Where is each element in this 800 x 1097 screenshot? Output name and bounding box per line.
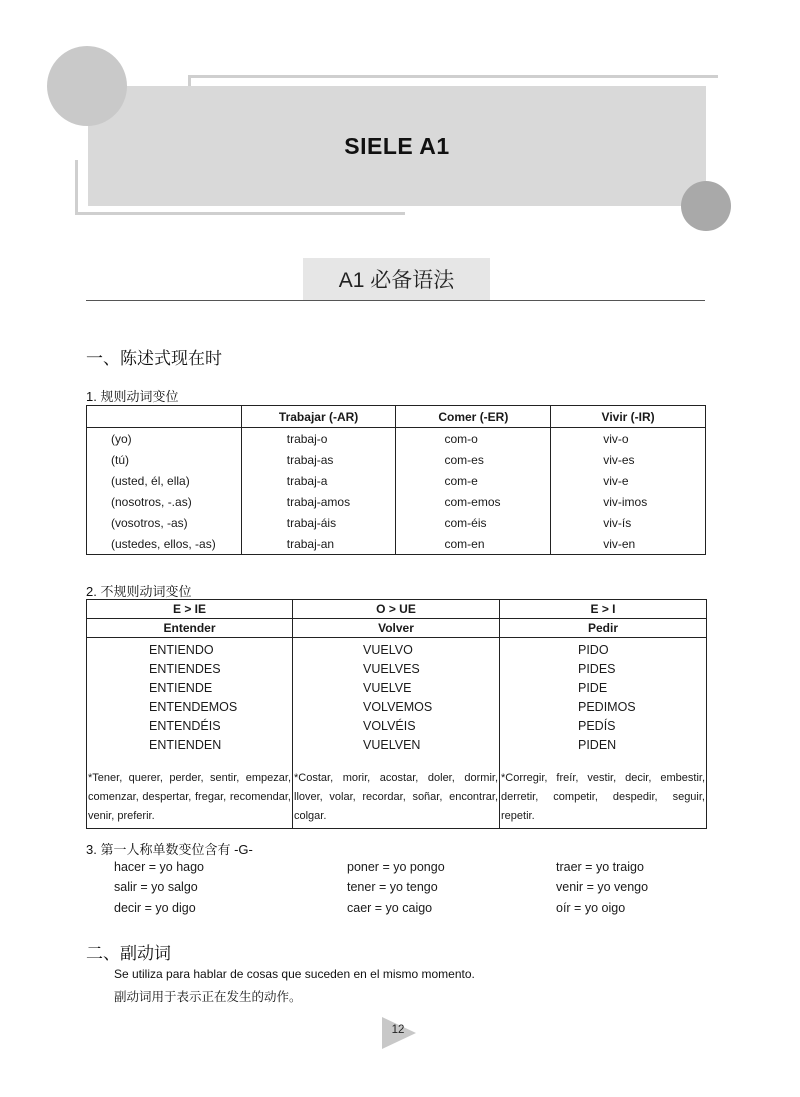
table-cell: com-es	[396, 449, 551, 470]
g-verb: poner = yo pongo	[347, 860, 445, 874]
page-number: 12	[391, 1024, 405, 1036]
table-row	[87, 638, 707, 770]
body-text: 副动词用于表示正在发生的动作。	[114, 990, 302, 1004]
table-cell: (usted, él, ella)	[87, 470, 242, 491]
table-cell: (yo)	[87, 428, 242, 450]
table-header-cell: Comer (-ER)	[396, 406, 551, 428]
table-row	[87, 428, 706, 450]
table-cell: com-emos	[396, 491, 551, 512]
table-cell: (tú)	[87, 449, 242, 470]
verb-form: VUELVE	[363, 681, 412, 695]
verb-form: ENTIENDEN	[149, 738, 222, 752]
subsection-heading: 1. 规则动词变位	[86, 389, 179, 404]
verb-form: PEDIMOS	[578, 700, 636, 714]
table-cell: trabaj-amos	[241, 491, 396, 512]
subsection-heading: 2. 不规则动词变位	[86, 584, 192, 599]
table-row	[87, 491, 706, 512]
g-verb: tener = yo tengo	[347, 880, 438, 894]
table-row	[87, 533, 706, 555]
regular-verbs-table	[86, 405, 706, 555]
g-verb: traer = yo traigo	[556, 860, 644, 874]
verb-form: ENTENDÉIS	[149, 719, 221, 733]
table-header-cell: Pedir	[500, 619, 707, 638]
table-cell: viv-es	[551, 449, 706, 470]
table-row	[87, 512, 706, 533]
g-verb: caer = yo caigo	[347, 901, 433, 915]
table-cell	[500, 638, 707, 770]
page-title: SIELE A1	[344, 132, 450, 159]
g-verb: oír = yo oigo	[556, 901, 626, 915]
verb-form: PIDO	[578, 643, 609, 657]
verb-form: PIDE	[578, 681, 608, 695]
table-cell: viv-e	[551, 470, 706, 491]
verb-form: PIDEN	[578, 738, 617, 752]
verb-form: VUELVO	[363, 643, 413, 657]
table-cell	[293, 638, 500, 770]
verb-form: VOLVÉIS	[363, 719, 416, 733]
table-cell: (vosotros, -as)	[87, 512, 242, 533]
verb-form: ENTIENDES	[149, 662, 221, 676]
table-header-cell: E > I	[500, 600, 707, 619]
header-decor-line	[188, 75, 718, 78]
table-cell: trabaj-áis	[241, 512, 396, 533]
table-cell: trabaj-as	[241, 449, 396, 470]
verb-form: VOLVEMOS	[363, 700, 433, 714]
subsection-heading: 3. 第一人称单数变位含有 -G-	[86, 842, 253, 857]
table-cell: com-e	[396, 470, 551, 491]
table-row	[87, 470, 706, 491]
table-cell: trabaj-a	[241, 470, 396, 491]
header-decor-line	[75, 160, 78, 215]
table-cell: viv-ís	[551, 512, 706, 533]
table-header-cell: Trabajar (-AR)	[241, 406, 396, 428]
verb-form: ENTENDEMOS	[149, 700, 238, 714]
verb-form: ENTIENDO	[149, 643, 214, 657]
body-text: Se utiliza para hablar de cosas que suceden en el mismo momento.	[114, 967, 475, 981]
table-cell: (ustedes, ellos, -as)	[87, 533, 242, 555]
table-cell: com-en	[396, 533, 551, 555]
verb-note: *Costar, morir, acostar, doler, dormir, llover, volar, recordar, soñar, encontrar, colgar.	[293, 769, 500, 829]
table-header-cell: E > IE	[87, 600, 293, 619]
table-cell: trabaj-o	[241, 428, 396, 450]
table-cell: viv-en	[551, 533, 706, 555]
section-banner: A1 必备语法	[303, 258, 490, 300]
table-cell: (nosotros, -.as)	[87, 491, 242, 512]
irregular-verbs-table	[86, 599, 707, 829]
g-verb: decir = yo digo	[114, 901, 196, 915]
verb-form: PEDÍS	[578, 719, 616, 733]
table-header-row	[87, 600, 707, 619]
verb-note: *Corregir, freír, vestir, decir, embestir, derretir, competir, despedir, seguir, repetir.	[500, 769, 707, 829]
table-cell: viv-o	[551, 428, 706, 450]
table-cell	[87, 638, 293, 770]
table-row	[87, 449, 706, 470]
verb-form: ENTIENDE	[149, 681, 213, 695]
table-header-cell: Volver	[293, 619, 500, 638]
table-header-cell: O > UE	[293, 600, 500, 619]
verb-form: PIDES	[578, 662, 616, 676]
table-row	[87, 769, 707, 829]
g-verb: hacer = yo hago	[114, 860, 204, 874]
g-verb: venir = yo vengo	[556, 880, 649, 894]
table-header-row	[87, 406, 706, 428]
g-verb: salir = yo salgo	[114, 880, 198, 894]
verb-note: *Tener, querer, perder, sentir, empezar, comenzar, despertar, fregar, recomendar, venir, preferir.	[87, 769, 293, 829]
table-cell: viv-imos	[551, 491, 706, 512]
header-decor-line	[75, 212, 405, 215]
table-header-row	[87, 619, 707, 638]
section-heading: 二、副动词	[86, 944, 171, 964]
table-cell: com-o	[396, 428, 551, 450]
table-header-cell	[87, 406, 242, 428]
table-cell: com-éis	[396, 512, 551, 533]
table-cell: trabaj-an	[241, 533, 396, 555]
section-heading: 一、陈述式现在时	[86, 349, 222, 369]
table-header-cell: Entender	[87, 619, 293, 638]
verb-form: VUELVES	[363, 662, 420, 676]
divider	[86, 300, 705, 301]
table-header-cell: Vivir (-IR)	[551, 406, 706, 428]
verb-form: VUELVEN	[363, 738, 421, 752]
